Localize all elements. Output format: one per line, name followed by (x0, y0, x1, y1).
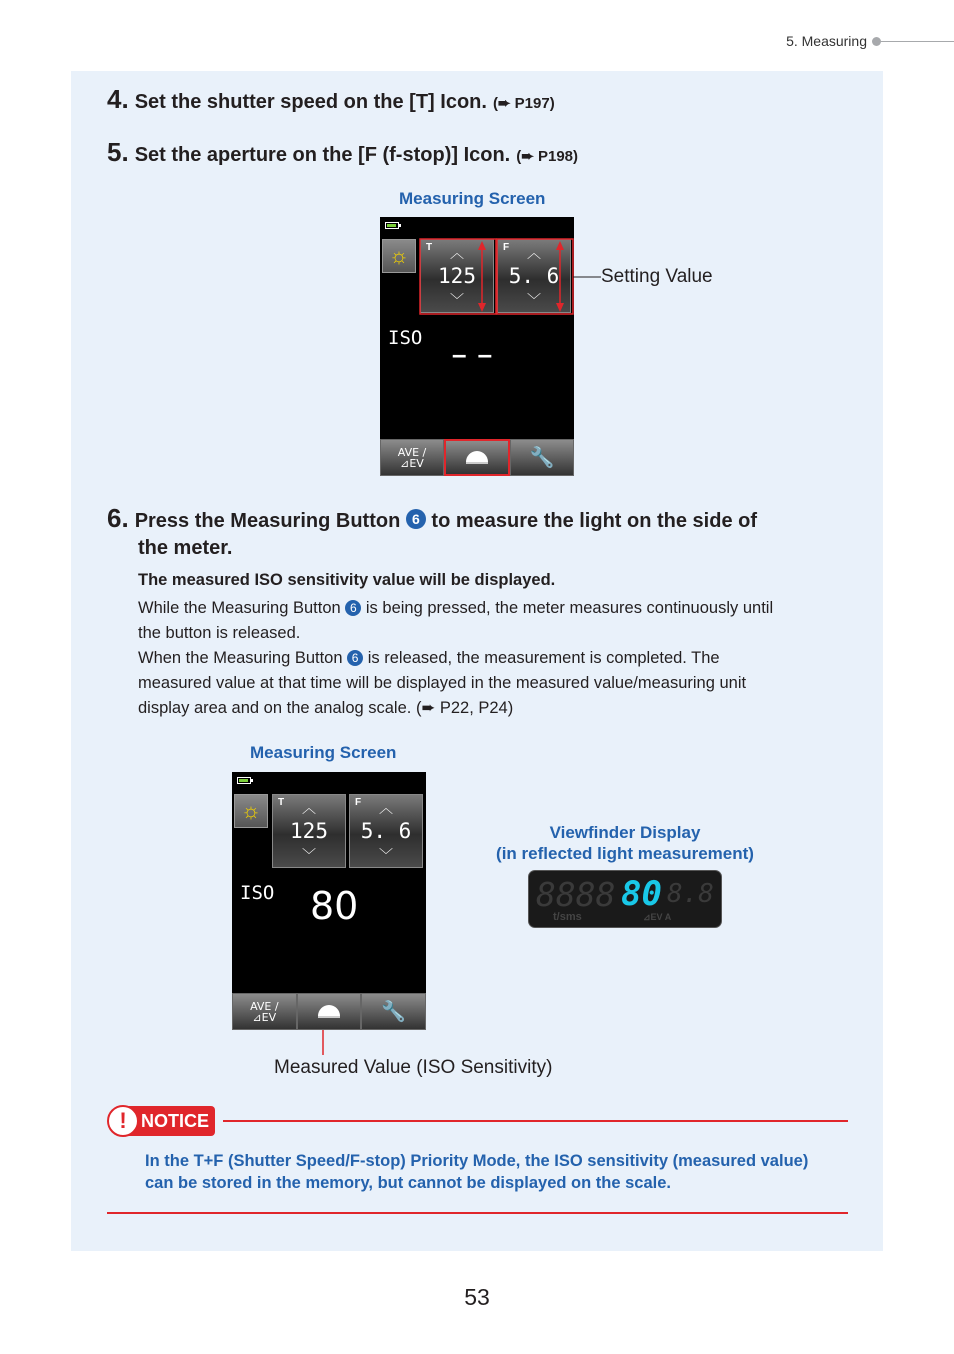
viewfinder-caption-line1: Viewfinder Display (549, 823, 701, 842)
p2-text: When the Measuring Button (138, 649, 343, 667)
button-number-badge: 6 (347, 650, 363, 666)
sun-icon[interactable]: ☼ (234, 794, 268, 828)
chevron-up-icon[interactable]: ︿ (379, 800, 393, 816)
arrow-up-icon (556, 241, 564, 250)
measured-value-callout: Measured Value (ISO Sensitivity) (274, 1057, 553, 1078)
shutter-value: 125 (290, 819, 328, 843)
viewfinder-caption-line2: (in reflected light measurement) (496, 844, 754, 863)
chevron-up-icon[interactable]: ︿ (302, 800, 316, 816)
step-text: Set the aperture on the [F (f-stop)] Icon. (134, 144, 511, 166)
ev-label: ⊿EV (400, 456, 424, 470)
measuring-mode-button[interactable] (297, 993, 362, 1030)
page-reference: (➨ P198) (516, 148, 578, 165)
step-6 (107, 505, 867, 562)
result-statement: The measured ISO sensitivity value will be displayed. (138, 571, 556, 589)
p2-text: is released, the measurement is completed. The (367, 649, 720, 667)
chevron-down-icon[interactable]: ﹀ (379, 847, 393, 863)
f-highlight (497, 239, 573, 314)
iso-value: – – (452, 339, 495, 369)
ave-ev-button[interactable] (232, 993, 297, 1030)
measuring-screen-2 (232, 772, 426, 1030)
chevron-down-icon[interactable]: ﹀ (450, 292, 464, 308)
shutter-speed-tile[interactable] (272, 794, 346, 868)
step-number: 5. (107, 137, 129, 167)
wrench-icon: 🔧 (529, 445, 555, 469)
chevron-down-icon[interactable]: ﹀ (527, 292, 541, 308)
t-highlight (420, 239, 496, 314)
page-reference: (➨ P197) (492, 95, 555, 112)
ev-label: ⊿EV (252, 1010, 277, 1024)
f-label: F (355, 797, 362, 808)
viewfinder-caption (470, 822, 780, 864)
arrow-up-icon (478, 241, 486, 250)
setting-value-callout: Setting Value (601, 266, 713, 287)
chevron-down-icon[interactable]: ﹀ (302, 847, 316, 863)
body-paragraph (138, 596, 858, 721)
page-number: 53 (464, 1284, 490, 1310)
p1-text: the button is released. (138, 624, 301, 642)
arrow-down-icon (478, 303, 486, 312)
aperture-value: 5. 6 (360, 819, 412, 843)
iso-measured-value: 80 (310, 884, 359, 928)
notice-top-rule (223, 1120, 848, 1122)
p2-text: measured value at that time will be displayed in the measured value/measuring unit (138, 674, 747, 692)
t-label: T (278, 797, 285, 808)
notice-label: NOTICE (129, 1106, 215, 1136)
viewfinder-units-left: t/sms (553, 911, 582, 923)
iso-label: ISO (388, 327, 423, 349)
screen-caption: Measuring Screen (399, 189, 546, 208)
notice-bottom-rule (107, 1212, 848, 1214)
notice-text: In the T+F (Shutter Speed/F-stop) Priority Mode, the ISO sensitivity (measured value) can be stored in the memory, but cannot be displayed on the scale. (145, 1152, 809, 1192)
button-number-badge: 6 (345, 600, 361, 616)
t-label: T (426, 242, 433, 253)
sun-icon[interactable]: ☼ (382, 239, 416, 273)
step-text-cont: to measure the light on the side of (431, 510, 758, 532)
settings-button[interactable] (361, 993, 426, 1030)
p1-text: While the Measuring Button (138, 599, 341, 617)
f-label: F (503, 242, 510, 253)
section-title: 5. Measuring (786, 33, 867, 49)
ave-label: AVE / (250, 999, 279, 1013)
viewfinder-value: 80 (621, 874, 662, 914)
viewfinder-display (528, 870, 722, 928)
screen-caption: Measuring Screen (250, 743, 397, 762)
viewfinder-dim-digits: 8888 (536, 875, 616, 914)
iso-label: ISO (240, 882, 275, 904)
aperture-tile[interactable] (349, 794, 423, 868)
p1-text: is being pressed, the meter measures continuously until (365, 599, 774, 617)
p2-text: display area and on the analog scale. (➨ P22, P24) (138, 699, 514, 717)
pencil-notice-icon: ! (107, 1105, 139, 1137)
notice-badge (107, 1105, 215, 1137)
aperture-value: 5. 6 (508, 264, 560, 288)
step-number: 6. (107, 503, 129, 533)
chevron-up-icon[interactable]: ︿ (527, 245, 541, 261)
ave-label: AVE / (397, 445, 427, 459)
chevron-up-icon[interactable]: ︿ (450, 245, 464, 261)
wrench-icon: 🔧 (381, 999, 407, 1023)
viewfinder-units-right: ⊿EV A (643, 912, 672, 922)
step-text: Press the Measuring Button (134, 510, 401, 532)
shutter-value: 125 (438, 264, 476, 288)
battery-icon (237, 777, 251, 784)
step-number: 4. (107, 84, 129, 114)
bottom-toolbar (232, 993, 426, 1030)
dome-icon (318, 1005, 340, 1018)
step-text: Set the shutter speed on the [T] Icon. (134, 91, 487, 113)
viewfinder-dim-digits-right: 8.8 (667, 879, 714, 909)
button-number-badge: 6 (406, 509, 426, 529)
arrow-down-icon (556, 303, 564, 312)
step-text-end: the meter. (138, 537, 233, 559)
